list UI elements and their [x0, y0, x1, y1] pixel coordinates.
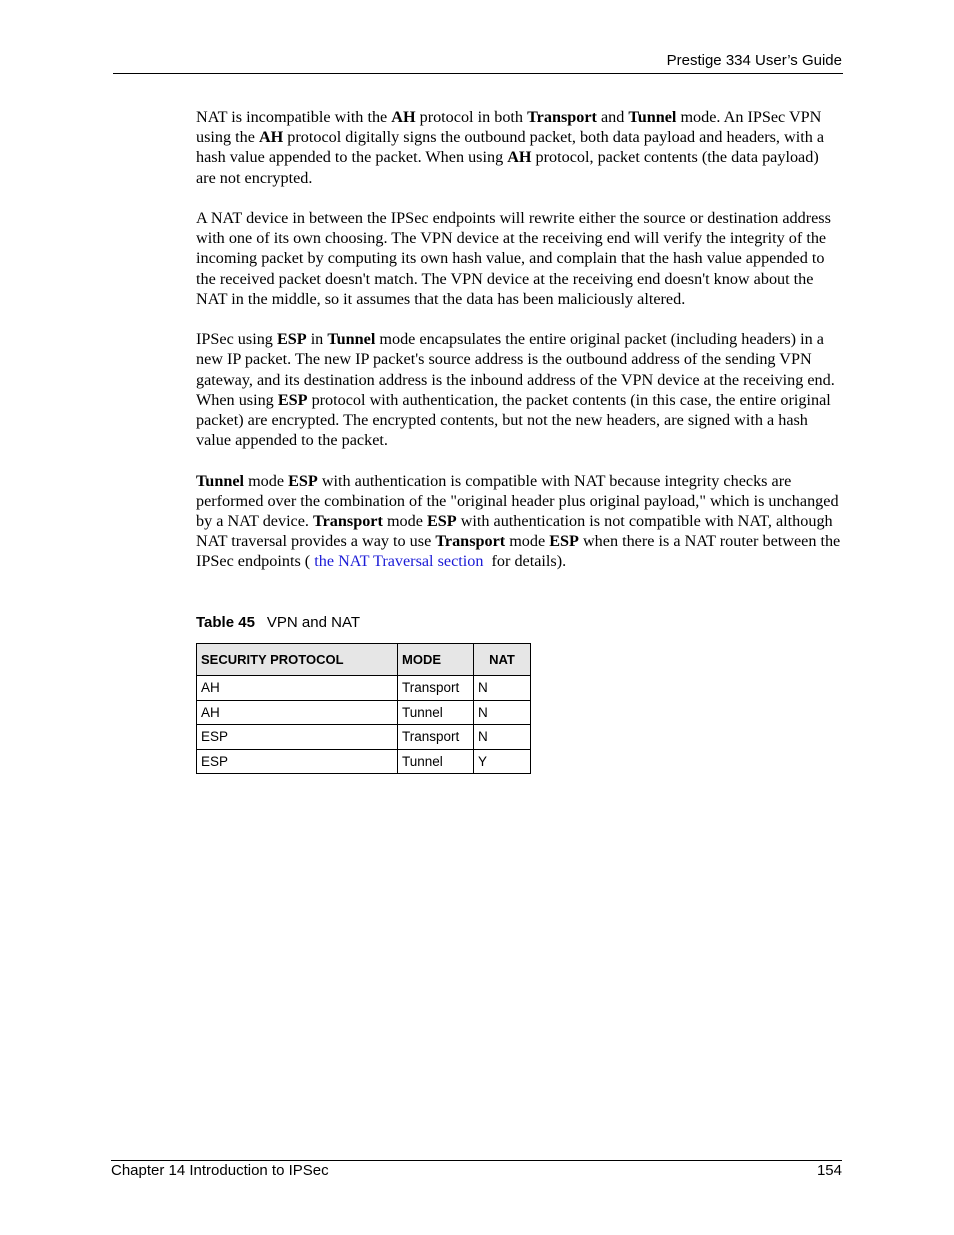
cell-protocol: AH — [197, 700, 398, 725]
p4-esp: ESP — [549, 532, 579, 551]
cell-nat: N — [474, 676, 531, 701]
footer-chapter-title: Chapter 14 Introduction to IPSec — [111, 1162, 329, 1179]
p3-tunnel: Tunnel — [327, 330, 376, 349]
p4-text: with authentication is not compatible with NAT, although NAT traversal provides a way to use — [196, 512, 833, 551]
p1-ah: AH — [507, 148, 532, 167]
p4-esp: ESP — [426, 512, 457, 531]
p1-text: and — [596, 108, 629, 126]
p4-text: for details). — [483, 552, 567, 571]
vpn-nat-table — [196, 643, 531, 774]
p3-text: mode encapsulates the entire original packet (including headers) in a new IP packet. The new IP packet's source address is the outbound address of the sending VPN gateway, and its destination address is the inbound address of the VPN device at the receiving end. When using — [196, 330, 835, 409]
header-divider — [113, 73, 843, 74]
cell-protocol: AH — [197, 676, 398, 701]
cell-mode: Transport — [398, 725, 474, 750]
p1-ah: AH — [258, 128, 284, 147]
table-row — [197, 700, 531, 725]
table-caption — [196, 613, 360, 633]
p1-text: protocol, packet contents (the data payload) are not encrypted. — [196, 148, 819, 187]
page-header-title: Prestige 334 User’s Guide — [666, 52, 842, 69]
table-caption-title: VPN and NAT — [266, 614, 361, 631]
header-mode: MODE — [398, 644, 474, 676]
p3-esp: ESP — [277, 390, 308, 409]
p1-text: protocol digitally signs the outbound packet, both data payload and headers, with a hash value appended to the packet. When using — [196, 128, 825, 167]
cell-protocol: ESP — [197, 749, 398, 774]
p4-transport: Transport — [313, 512, 383, 531]
table-row — [197, 725, 531, 750]
cell-nat: N — [474, 725, 531, 750]
p3-text: in — [306, 330, 328, 349]
p1-text: NAT is incompatible with the — [196, 108, 392, 126]
p1-text: protocol in both — [415, 108, 528, 126]
cell-mode: Transport — [398, 676, 474, 701]
p4-text: with authentication is compatible with NAT because integrity checks are performed over the combination of the "original header plus original payload," which is unchanged by a NAT device. — [196, 471, 839, 531]
cell-mode: Tunnel — [398, 749, 474, 774]
p1-ah: AH — [391, 108, 416, 126]
p4-transport: Transport — [435, 532, 506, 551]
p1-text: mode. An IPSec VPN using the — [196, 108, 822, 147]
header-nat: NAT — [474, 644, 531, 676]
page-number: 154 — [816, 1162, 842, 1179]
p4-text: mode — [505, 532, 550, 551]
nat-traversal-link[interactable]: the NAT Traversal section — [314, 552, 484, 571]
header-security-protocol: SECURITY PROTOCOL — [197, 644, 398, 676]
cell-protocol: ESP — [197, 725, 398, 750]
cell-mode: Tunnel — [398, 700, 474, 725]
table-header-row — [197, 644, 531, 676]
p1-transport: Transport — [527, 108, 597, 126]
p3-text: IPSec using — [196, 330, 277, 349]
cell-nat: Y — [474, 749, 531, 774]
p4-text: when there is a NAT router between the IPSec endpoints ( — [196, 532, 841, 571]
cell-nat: N — [474, 700, 531, 725]
table-caption-label: Table 45 — [196, 614, 255, 631]
paragraph-ah-incompatibility — [196, 107, 842, 188]
table-row — [197, 749, 531, 774]
p3-esp: ESP — [276, 330, 307, 349]
paragraph-nat-rewrite: A NAT device in between the IPSec endpoints will rewrite either the source or destination address with one of its own choosing. The VPN device at the receiving end will verify the integrity of the incoming packet by computing its own hash value, and complain that the hash value appended to the received packet doesn't match. The VPN device at the receiving end doesn't know about the NAT in the middle, so it assumes that the data has been maliciously altered. — [196, 209, 831, 308]
paragraph-esp-tunnel — [196, 329, 842, 450]
p1-tunnel: Tunnel — [628, 108, 677, 126]
paragraph-nat-compatibility — [196, 471, 842, 572]
p4-text: mode — [244, 471, 289, 490]
body-text — [196, 107, 842, 592]
p4-text: mode — [382, 512, 427, 531]
p4-tunnel: Tunnel — [196, 471, 245, 490]
p4-esp: ESP — [288, 471, 318, 490]
table-row — [197, 676, 531, 701]
p3-text: protocol with authentication, the packet contents (in this case, the entire original packet) are encrypted. The encrypted contents, but not the new headers, are signed with a hash value appended to the packet. — [196, 390, 831, 450]
